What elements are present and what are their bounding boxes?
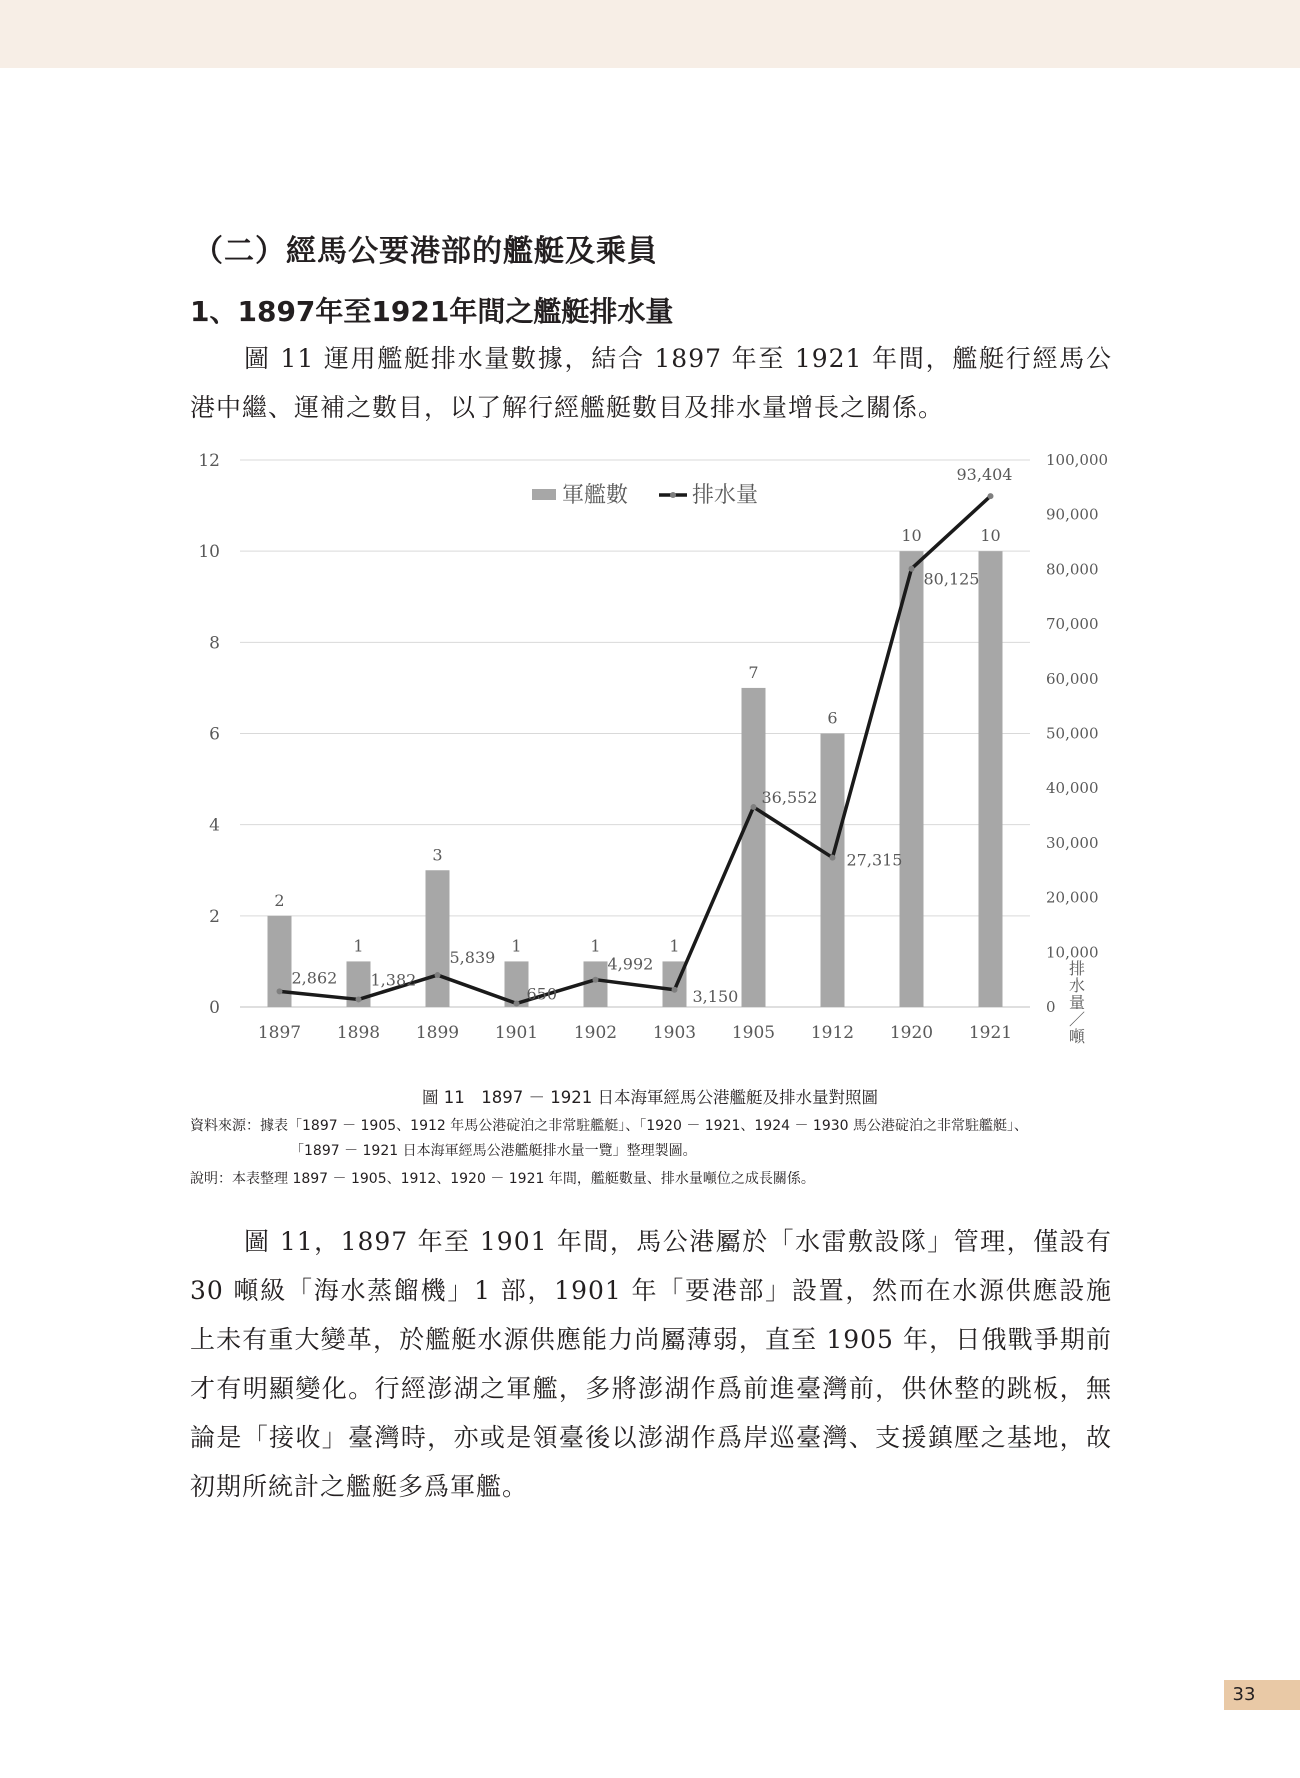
left-axis-tick: 10 [198, 542, 220, 563]
x-axis-tick: 1899 [415, 1023, 460, 1043]
right-axis-tick: 30,000 [1046, 833, 1099, 852]
bar-label: 1 [590, 936, 601, 956]
left-axis-tick: 2 [209, 906, 220, 927]
x-axis-tick: 1903 [652, 1023, 697, 1043]
x-axis-tick: 1920 [889, 1023, 934, 1043]
bar-1905 [742, 688, 766, 1007]
bar-1902 [584, 961, 608, 1007]
right-axis-tick: 20,000 [1046, 888, 1099, 907]
explanation-note: 說明：本表整理 1897 － 1905、1912、1920 － 1921 年間，艦艇數量、排水量噸位之成長關係。 [190, 1171, 815, 1187]
right-axis-tick: 0 [1046, 998, 1056, 1016]
page-number: 33 [1232, 1684, 1256, 1705]
line-point-1902 [593, 977, 599, 983]
right-axis-tick: 80,000 [1046, 560, 1099, 579]
source-note-line2: 「1897 － 1921 日本海軍經馬公港艦艇排水量一覽」整理製圖。 [290, 1143, 697, 1159]
bar-1920 [900, 551, 924, 1007]
right-axis-tick: 100,000 [1046, 451, 1109, 469]
right-axis-label-char: ／ [1068, 1010, 1086, 1029]
bar-1921 [979, 551, 1003, 1007]
line-label: 4,992 [607, 954, 654, 974]
left-axis-tick: 6 [209, 724, 220, 745]
left-axis-tick: 12 [198, 451, 220, 471]
right-axis-tick: 50,000 [1046, 724, 1099, 743]
bar-label: 7 [748, 662, 759, 682]
bar-label: 2 [274, 890, 285, 910]
bar-label: 3 [432, 845, 443, 865]
x-axis-tick: 1902 [573, 1023, 618, 1043]
right-axis-tick: 40,000 [1046, 779, 1099, 798]
legend-line-label: 排水量 [692, 483, 759, 508]
line-point-1899 [435, 972, 441, 978]
bar-label: 1 [353, 936, 364, 956]
bar-1899 [426, 870, 450, 1007]
line-point-1905 [751, 804, 757, 810]
right-axis-tick: 10,000 [1046, 943, 1099, 962]
source-note-line1: 資料來源：據表「1897 － 1905、1912 年馬公港碇泊之非常駐艦艇」、「1920 － 1921、1924 － 1930 馬公港碇泊之非常駐艦艇」、 [190, 1118, 1029, 1134]
line-point-1912 [830, 855, 836, 861]
left-axis-tick: 4 [209, 815, 220, 836]
section-title: （二）經馬公要港部的艦艇及乘員 [193, 234, 658, 269]
bar-label: 10 [980, 526, 1001, 546]
line-point-1898 [356, 996, 362, 1002]
bar-label: 10 [901, 526, 922, 546]
figure-caption: 圖 11 1897 － 1921 日本海軍經馬公港艦艇及排水量對照圖 [422, 1088, 878, 1107]
right-axis-label-char: 噸 [1068, 1027, 1086, 1046]
line-point-1903 [672, 987, 678, 993]
line-label: 5,839 [449, 948, 496, 968]
legend-line-marker [670, 492, 676, 498]
intro-paragraph: 圖 11 運用艦艇排水量數據，結合 1897 年至 1921 年間，艦艇行經馬公港中繼、運補之數目，以了解行經艦艇數目及排水量增長之關係。 [190, 344, 1112, 422]
right-axis-label-char: 水 [1068, 976, 1086, 995]
left-axis-tick: 8 [209, 633, 220, 654]
top-band [0, 0, 1300, 68]
line-label: 80,125 [923, 569, 980, 589]
line-label: 93,404 [956, 465, 1013, 485]
sub-title: 1、1897年至1921年間之艦艇排水量 [190, 295, 674, 328]
line-label: 2,862 [291, 968, 338, 988]
right-axis-tick: 90,000 [1046, 505, 1099, 524]
x-axis-tick: 1897 [257, 1023, 302, 1043]
right-axis-label-char: 排 [1068, 959, 1086, 978]
line-label: 650 [526, 984, 558, 1004]
right-axis-tick: 70,000 [1046, 615, 1099, 634]
figure-11-chart [180, 440, 1120, 1060]
body-paragraph: 圖 11，1897 年至 1901 年間，馬公港屬於「水雷敷設隊」管理，僅設有 30 噸級「海水蒸餾機」1 部，1901 年「要港部」設置，然而在水源供應設施上未有重大變革，於艦艇水源供應能力尚屬薄弱，直至 1905 年，日俄戰爭期前才有明顯變化。行經澎湖之軍艦，多將澎湖作爲前進臺灣前，供休整的跳板，無論是「接收」臺灣時，亦或是領臺後以澎湖作爲岸巡臺灣、支援鎮壓之基地，故初期所統計之艦艇多爲軍艦。 [190, 1227, 1112, 1501]
right-axis-tick: 60,000 [1046, 669, 1099, 688]
line-label: 1,382 [370, 970, 417, 990]
line-point-1897 [277, 988, 283, 994]
x-axis-tick: 1921 [968, 1023, 1013, 1043]
right-axis-label-char: 量 [1068, 993, 1086, 1012]
legend-bar-label: 軍艦數 [562, 483, 629, 508]
bar-label: 1 [511, 936, 522, 956]
bar-label: 6 [827, 708, 838, 728]
displacement-line [280, 496, 991, 1003]
x-axis-tick: 1898 [336, 1023, 381, 1043]
x-axis-tick: 1905 [731, 1023, 776, 1043]
line-point-1920 [909, 566, 915, 572]
chart-svg [180, 440, 1120, 1060]
line-label: 27,315 [846, 850, 903, 870]
x-axis-tick: 1901 [494, 1023, 539, 1043]
bar-1912 [821, 734, 845, 1008]
line-point-1921 [988, 493, 994, 499]
line-point-1901 [514, 1000, 520, 1006]
bar-label: 1 [669, 936, 680, 956]
legend-bar-swatch [532, 489, 556, 500]
x-axis-tick: 1912 [810, 1023, 855, 1043]
left-axis-tick: 0 [209, 998, 220, 1018]
line-label: 36,552 [761, 788, 818, 808]
line-label: 3,150 [692, 986, 739, 1006]
